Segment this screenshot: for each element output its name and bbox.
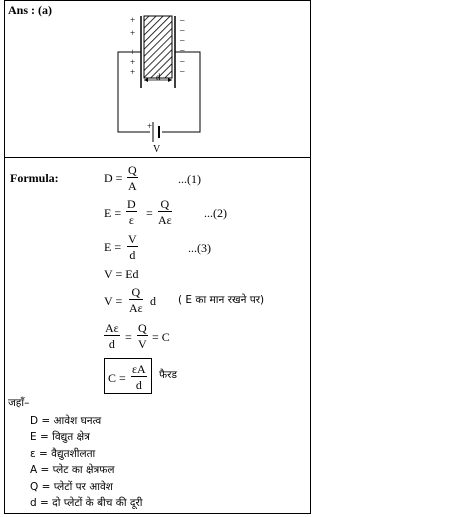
- eq7-fraction: [131, 363, 147, 391]
- where-label: जहाँ–: [8, 397, 30, 409]
- eq2-tag: ...(2): [204, 206, 227, 220]
- eq7-unit: फैरड: [159, 369, 178, 381]
- eq7-denominator: d: [135, 378, 142, 392]
- gap-label: d: [156, 72, 161, 82]
- minus-sign: –: [180, 56, 185, 66]
- eq6-denominator-1: d: [108, 337, 115, 351]
- where-item: ε = वैद्युतशीलता: [30, 448, 96, 460]
- eq3-fraction: [127, 233, 138, 261]
- plus-sign: +: [130, 47, 136, 57]
- minus-sign: –: [180, 25, 185, 35]
- eq5-numerator: Q: [129, 286, 143, 300]
- minus-sign: –: [180, 35, 185, 45]
- where-item: d = दो प्लेटों के बीच की दूरी: [30, 497, 143, 509]
- dielectric-slab: [144, 16, 172, 78]
- eq1-tag: ...(1): [178, 172, 201, 186]
- eq3-lhs: E =: [104, 240, 122, 254]
- answer-label: Ans : (a): [8, 3, 52, 17]
- battery-label: V: [153, 144, 161, 155]
- eq6-numerator-1: Aε: [105, 321, 119, 335]
- eq2-numerator-2: Q: [158, 198, 172, 212]
- eq6-equals: =: [125, 330, 132, 344]
- where-item: Q = प्लेटों पर आवेश: [30, 481, 113, 493]
- where-item: D = आवेश घनत्व: [30, 415, 102, 427]
- eq5-fraction: [129, 286, 143, 314]
- minus-sign: –: [180, 66, 185, 76]
- eq3-numerator: V: [128, 232, 137, 246]
- plus-sign: +: [130, 57, 136, 67]
- eq2-denominator-2: Aε: [158, 213, 172, 227]
- eq5-rhs: d: [150, 294, 156, 308]
- battery-plus-sign: +: [147, 121, 153, 131]
- eq7-lhs: C =: [108, 371, 126, 385]
- where-item: E = विद्युत क्षेत्र: [30, 431, 90, 443]
- formula-heading: Formula:: [10, 171, 59, 185]
- plus-sign: +: [130, 15, 136, 25]
- eq2-lhs: E =: [104, 206, 122, 220]
- eq2-numerator-1: D: [127, 197, 136, 211]
- eq6-numerator-2: Q: [138, 321, 147, 335]
- minus-sign: –: [180, 15, 185, 25]
- where-item: A = प्लेट का क्षेत्रफल: [30, 464, 115, 476]
- eq6-rhs: = C: [152, 330, 170, 344]
- eq2-denominator-1: ε: [128, 213, 134, 227]
- eq6-fraction-2: [137, 322, 148, 350]
- eq4: V = Ed: [104, 267, 139, 281]
- capacitor-circuit-diagram: [110, 12, 220, 162]
- eq2-fraction-1: [126, 198, 137, 226]
- eq2-equals: =: [146, 206, 153, 220]
- eq3-tag: ...(3): [188, 241, 211, 255]
- eq5-lhs: V =: [104, 294, 123, 308]
- plus-sign: +: [130, 28, 136, 38]
- eq7-box: [104, 358, 152, 394]
- eq1-lhs: D =: [104, 171, 123, 185]
- eq1-denominator: A: [128, 179, 137, 193]
- eq6-denominator-2: V: [138, 337, 147, 351]
- eq6-fraction-1: [104, 322, 120, 350]
- eq3-denominator: d: [129, 248, 136, 262]
- plus-sign: +: [130, 67, 136, 77]
- minus-sign: –: [180, 45, 185, 55]
- eq5-note: ( E का मान रखने पर): [178, 294, 265, 306]
- eq5-denominator: Aε: [129, 301, 143, 315]
- eq7-numerator: εA: [132, 362, 146, 376]
- eq1-fraction: [127, 164, 138, 192]
- eq1-numerator: Q: [128, 163, 137, 177]
- eq2-fraction-2: [158, 198, 172, 226]
